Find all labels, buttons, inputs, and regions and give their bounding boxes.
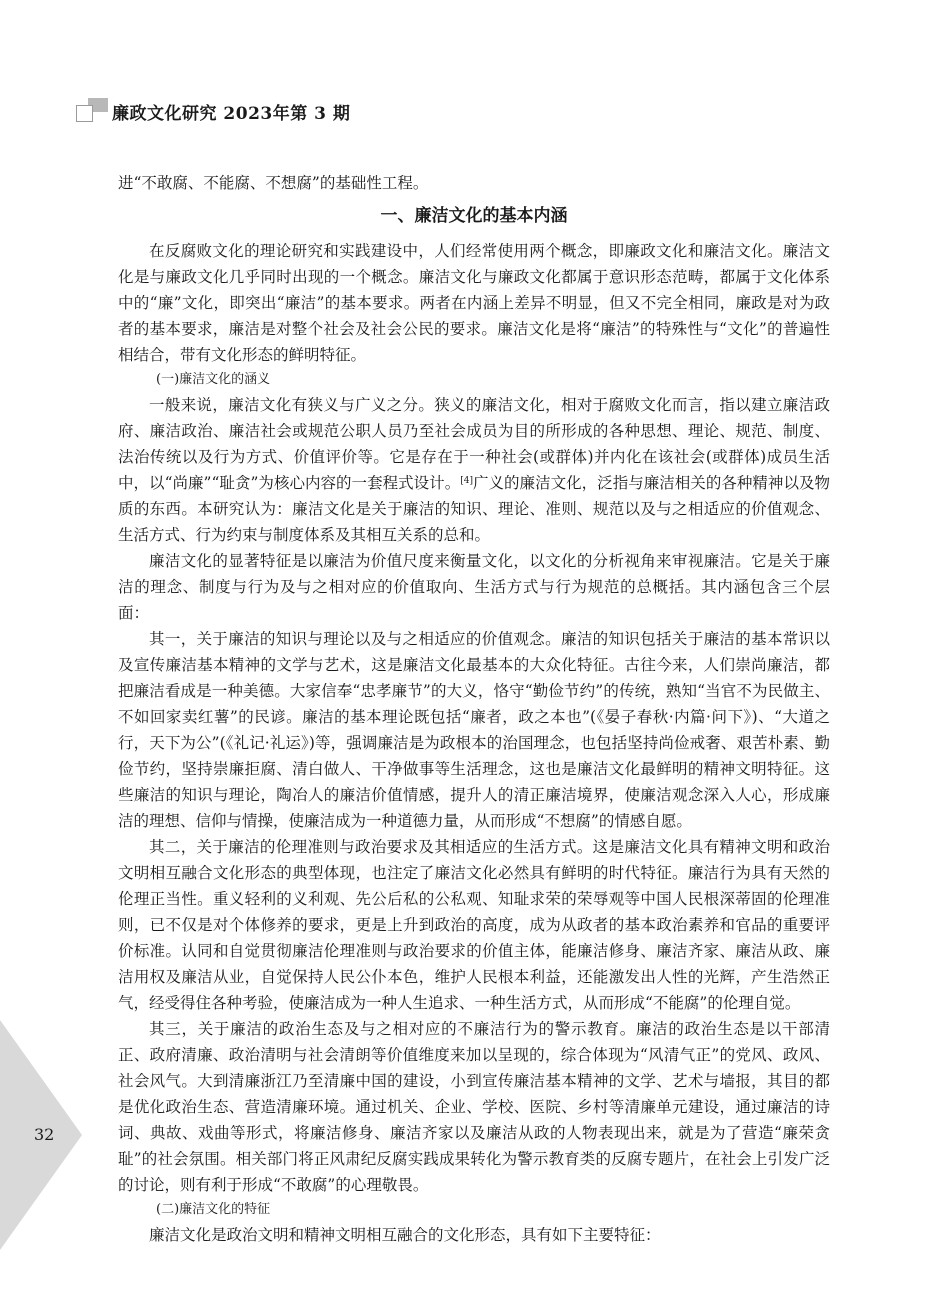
header-square-outline [76, 105, 93, 122]
layer-two-paragraph: 其二，关于廉洁的伦理准则与政治要求及其相适应的生活方式。这是廉洁文化具有精神文明和政治文明相互融合文化形态的典型体现，也注定了廉洁文化必然具有鲜明的时代特征。廉洁行为具有天然的伦理正当性。重义轻利的义利观、先公后私的公私观、知耻求荣的荣辱观等中国人民根深蒂固的伦理准则，已不仅是对个体修养的要求，更是上升到政治的高度，成为从政者的基本政治素养和官品的重要评价标准。认同和自觉贯彻廉洁伦理准则与政治要求的价值主体，能廉洁修身、廉洁齐家、廉洁从政、廉洁用权及廉洁从业，自觉保持人民公仆本色，维护人民根本利益，还能激发出人性的光辉，产生浩然正气，经受得住各种考验，使廉洁成为一种人生追求、一种生活方式，从而形成“不能腐”的伦理自觉。 [118, 838, 830, 1012]
definition-text-b: 广义的廉洁文化，泛指与廉洁相关的各种精神以及物质的东西。本研究认为：廉洁文化是关于廉洁的知识、理论、准则、规范以及与之相适应的价值观念、生活方式、行为约束与制度体系及其相互关系的总和。 [118, 474, 830, 544]
article-body [118, 170, 830, 1248]
running-head: 廉政文化研究 2023年第 3 期 [112, 104, 351, 124]
definition-text-a: 一般来说，廉洁文化有狭义与广义之分。狭义的廉洁文化，相对于腐败文化而言，指以建立廉洁政府、廉洁政治、廉洁社会或规范公职人员乃至社会成员为目的所形成的各种思想、理论、规范、制度、法治传统以及行为方式、价值评价等。它是存在于一种社会(或群体)并内化在该社会(或群体)成员生活中，以“尚廉”“耻贪”为核心内容的一套程式设计。 [118, 396, 830, 492]
page-number: 32 [34, 1125, 55, 1144]
layer-three-paragraph: 其三，关于廉洁的政治生态及与之相对应的不廉洁行为的警示教育。廉洁的政治生态是以干部清正、政府清廉、政治清明与社会清朗等价值维度来加以呈现的，综合体现为“风清气正”的党风、政风、社会风气。大到清廉浙江乃至清廉中国的建设，小到宣传廉洁基本精神的文学、艺术与墙报，其目的都是优化政治生态、营造清廉环境。通过机关、企业、学校、医院、乡村等清廉单元建设，通过廉洁的诗词、典故、戏曲等形式，将廉洁修身、廉洁齐家以及廉洁从政的人物表现出来，就是为了营造“廉荣贪耻”的社会氛围。相关部门将正风肃纪反腐实践成果转化为警示教育类的反腐专题片，在社会上引发广泛的讨论，则有利于形成“不敢腐”的心理敬畏。 [118, 1020, 830, 1194]
citation-marker: [4] [460, 476, 473, 486]
header-decoration [76, 98, 110, 124]
subsection-heading-2: (二)廉洁文化的特征 [156, 1202, 271, 1217]
closing-paragraph: 廉洁文化是政治文明和精神文明相互融合的文化形态，具有如下主要特征： [149, 1226, 661, 1244]
definition-paragraph [118, 392, 830, 548]
opening-line: 进“不敢腐、不能腐、不想腐”的基础性工程。 [118, 174, 429, 192]
features-paragraph: 廉洁文化的显著特征是以廉洁为价值尺度来衡量文化，以文化的分析视角来审视廉洁。它是关于廉洁的理念、制度与行为及与之相对应的价值取向、生活方式与行为规范的总概括。其内涵包含三个层面： [118, 552, 830, 622]
intro-paragraph: 在反腐败文化的理论研究和实践建设中，人们经常使用两个概念，即廉政文化和廉洁文化。廉洁文化是与廉政文化几乎同时出现的一个概念。廉洁文化与廉政文化都属于意识形态范畴，都属于文化体系中的“廉”文化，即突出“廉洁”的基本要求。两者在内涵上差异不明显，但又不完全相同，廉政是对为政者的基本要求，廉洁是对整个社会及社会公民的要求。廉洁文化是将“廉洁”的特殊性与“文化”的普遍性相结合，带有文化形态的鲜明特征。 [118, 242, 830, 364]
subsection-heading-1: (一)廉洁文化的涵义 [156, 372, 271, 387]
layer-one-paragraph: 其一，关于廉洁的知识与理论以及与之相适应的价值观念。廉洁的知识包括关于廉洁的基本常识以及宣传廉洁基本精神的文学与艺术，这是廉洁文化最基本的大众化特征。古往今来，人们崇尚廉洁，都把廉洁看成是一种美德。大家信奉“忠孝廉节”的大义，恪守“勤俭节约”的传统，熟知“当官不为民做主、不如回家卖红薯”的民谚。廉洁的基本理论既包括“廉者，政之本也”(《晏子春秋·内篇·问下》)、“大道之行，天下为公”(《礼记·礼运》)等，强调廉洁是为政根本的治国理念，也包括坚持尚俭戒奢、艰苦朴素、勤俭节约，坚持崇廉拒腐、清白做人、干净做事等生活理念，这也是廉洁文化最鲜明的精神文明特征。这些廉洁的知识与理论，陶冶人的廉洁价值情感，提升人的清正廉洁境界，使廉洁观念深入人心，形成廉洁的理想、信仰与情操，使廉洁成为一种道德力量，从而形成“不想腐”的情感自愿。 [118, 630, 830, 830]
section-heading: 一、廉洁文化的基本内涵 [380, 206, 568, 226]
